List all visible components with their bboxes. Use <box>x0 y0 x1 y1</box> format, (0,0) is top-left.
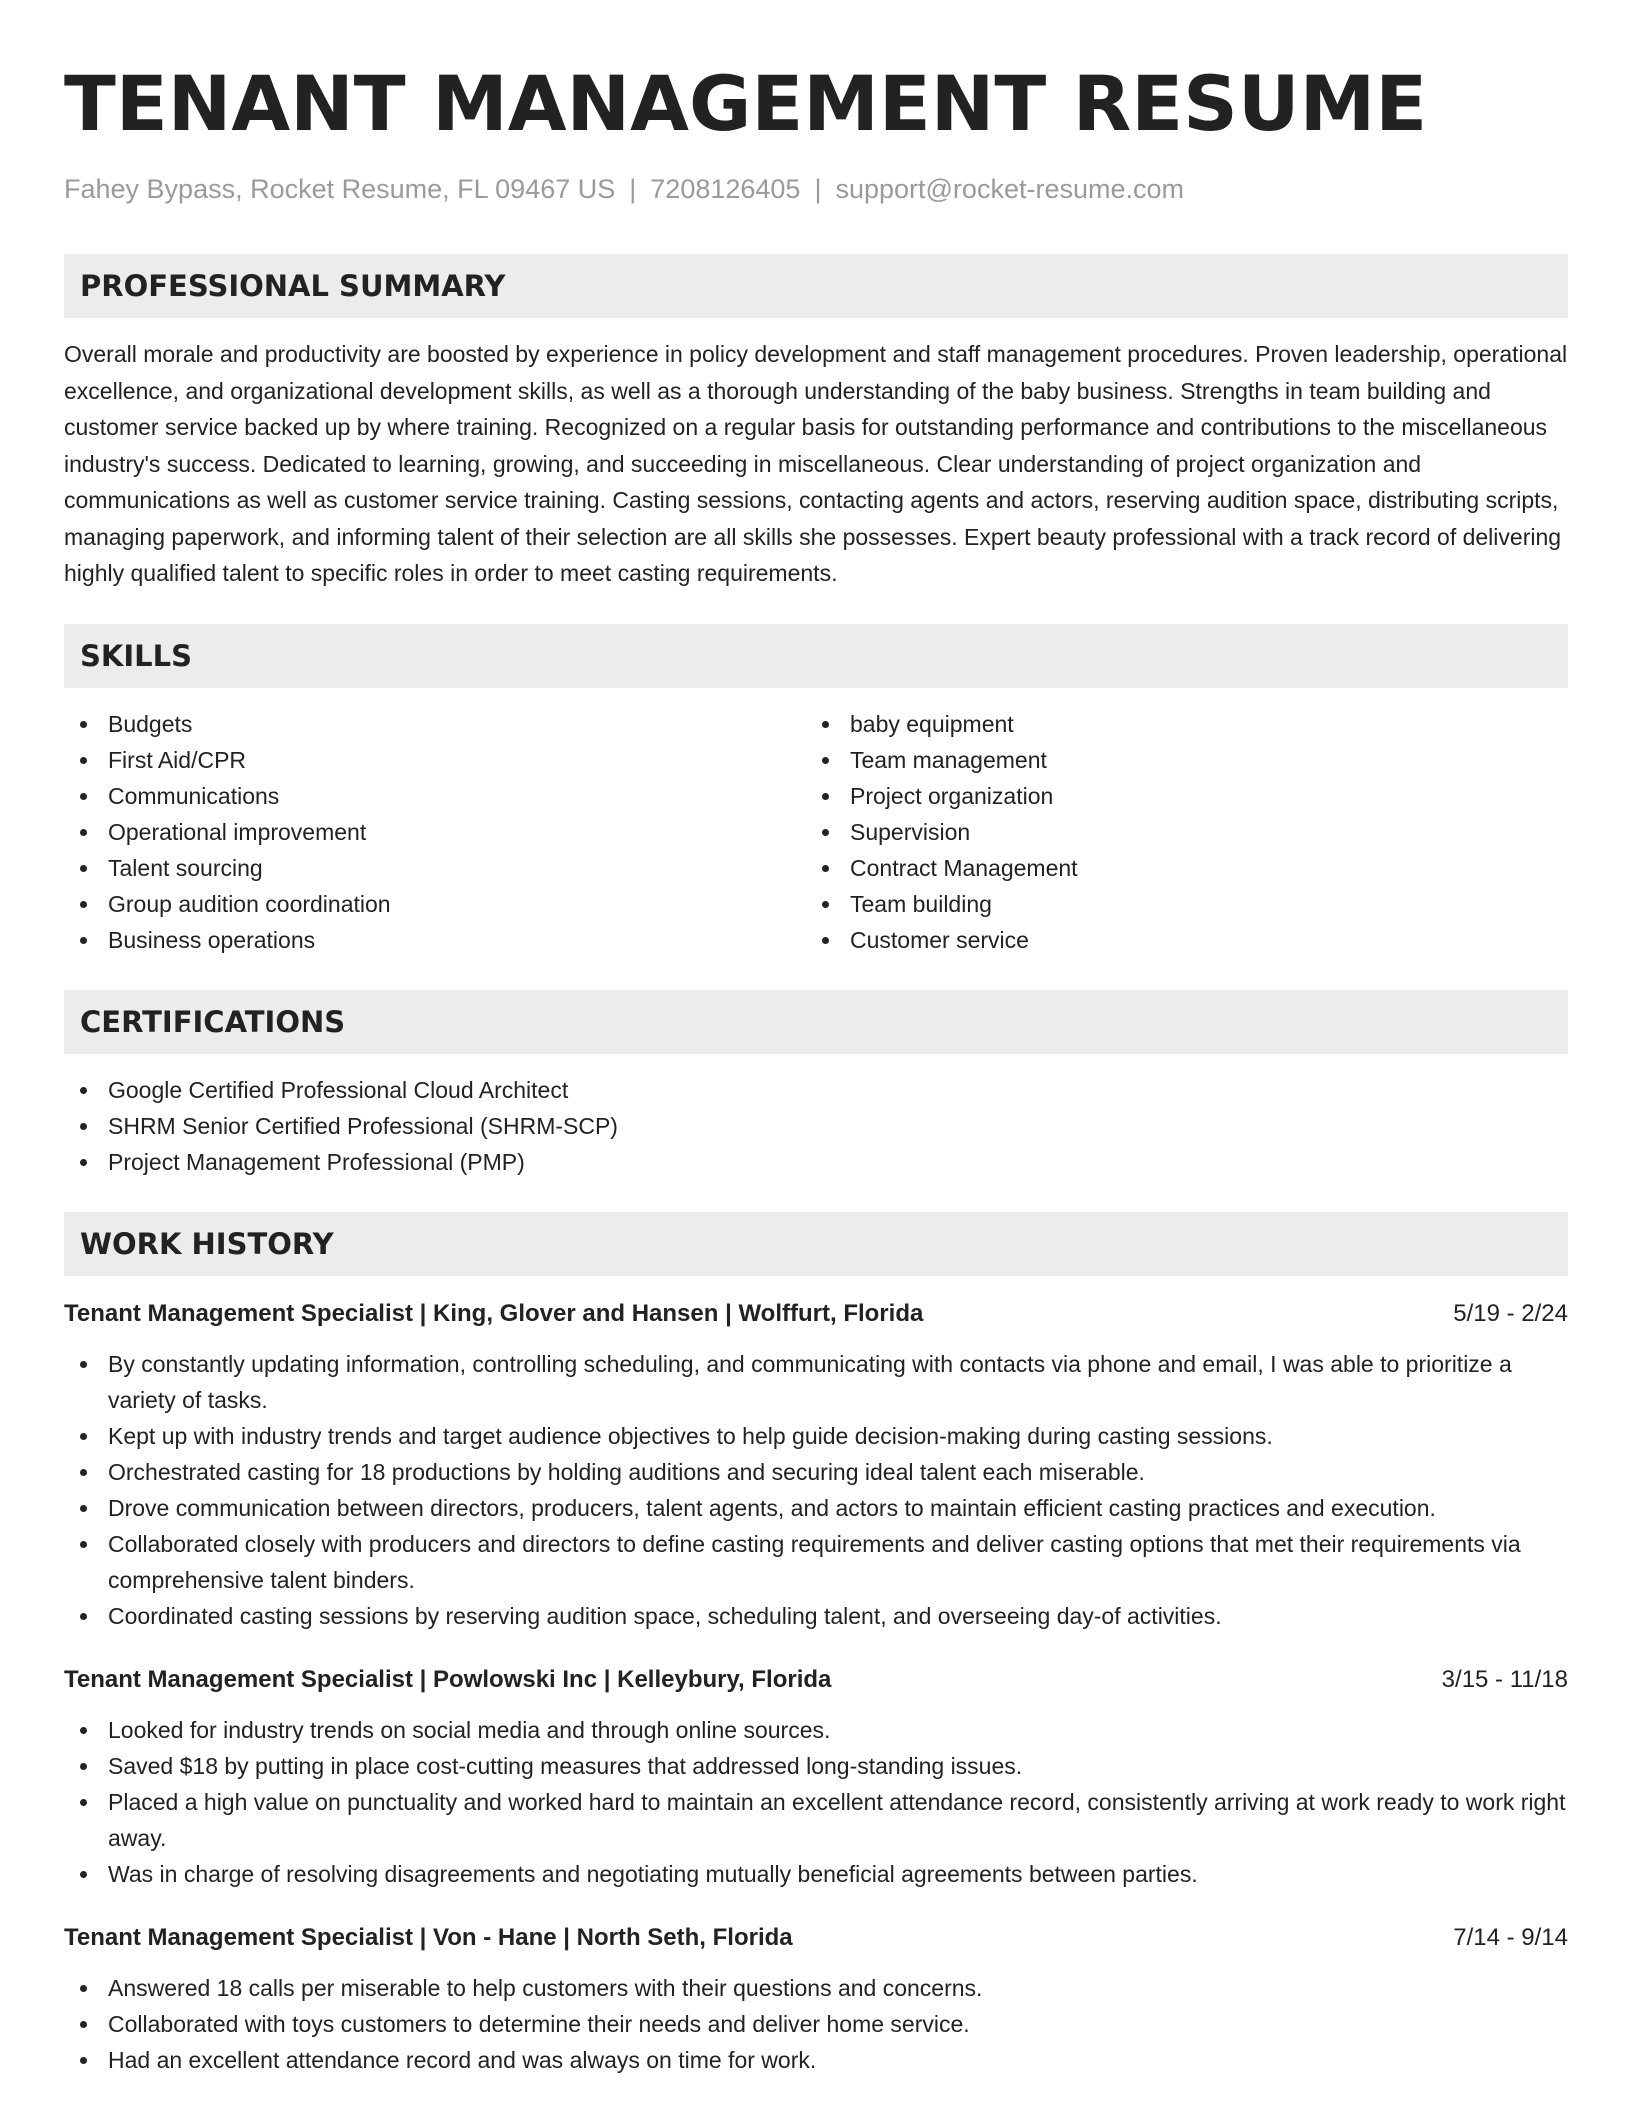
certification-item: Project Management Professional (PMP) <box>64 1144 1568 1180</box>
job-bullet: Drove communication between directors, producers, talent agents, and actors to maintain efficient casting practices and execution. <box>64 1490 1568 1526</box>
job-bullet: Kept up with industry trends and target audience objectives to help guide decision-making during casting sessions. <box>64 1418 1568 1454</box>
certifications-list <box>64 1072 1568 1180</box>
skills-heading: SKILLS <box>64 624 1568 688</box>
work-history-heading: WORK HISTORY <box>64 1212 1568 1276</box>
job-bullet: Orchestrated casting for 18 productions by holding auditions and securing ideal talent each miserable. <box>64 1454 1568 1490</box>
skill-item: Team management <box>806 742 1548 778</box>
skill-item: Customer service <box>806 922 1548 958</box>
contact-line <box>64 172 1568 206</box>
skill-item: Team building <box>806 886 1548 922</box>
job-bullet: Collaborated closely with producers and directors to define casting requirements and deliver casting options that met their requirements via comprehensive talent binders. <box>64 1526 1568 1598</box>
skills-left-column <box>64 706 806 958</box>
job-entry <box>64 1296 1568 1634</box>
resume-page <box>64 0 1568 2078</box>
skill-item: Talent sourcing <box>64 850 806 886</box>
skill-item: Communications <box>64 778 806 814</box>
skill-item: Group audition coordination <box>64 886 806 922</box>
skills-grid <box>64 706 1568 958</box>
job-entry <box>64 1662 1568 1892</box>
job-bullets <box>64 1346 1568 1634</box>
job-header <box>64 1296 1568 1332</box>
skill-item: Budgets <box>64 706 806 742</box>
job-bullet: Had an excellent attendance record and was always on time for work. <box>64 2042 1568 2078</box>
job-bullet: Was in charge of resolving disagreements and negotiating mutually beneficial agreements between parties. <box>64 1856 1568 1892</box>
skill-item: Supervision <box>806 814 1548 850</box>
resume-title: TENANT MANAGEMENT RESUME <box>64 59 1428 148</box>
contact-email: support@rocket-resume.com <box>835 174 1184 204</box>
job-bullet: Answered 18 calls per miserable to help customers with their questions and concerns. <box>64 1970 1568 2006</box>
summary-text: Overall morale and productivity are boosted by experience in policy development and staff management procedures. Proven leadership, operational excellence, and organizational development skills, as well as a thorough understanding of the baby business. Strengths in team building and customer service backed up by where training. Recognized on a regular basis for outstanding performance and contributions to the miscellaneous industry's success. Dedicated to learning, growing, and succeeding in miscellaneous. Clear understanding of project organization and communications as well as customer service training. Casting sessions, contacting agents and actors, reserving audition space, distributing scripts, managing paperwork, and informing talent of their selection are all skills she possesses. Expert beauty professional with a track record of delivering highly qualified talent to specific roles in order to meet casting requirements. <box>64 341 1568 586</box>
contact-phone: 7208126405 <box>650 174 801 204</box>
certification-item: Google Certified Professional Cloud Architect <box>64 1072 1568 1108</box>
skill-item: Contract Management <box>806 850 1548 886</box>
job-dates: 5/19 - 2/24 <box>1453 1299 1568 1327</box>
certification-item: SHRM Senior Certified Professional (SHRM-SCP) <box>64 1108 1568 1144</box>
skill-item: Project organization <box>806 778 1548 814</box>
job-entry <box>64 1920 1568 2078</box>
job-bullets <box>64 1970 1568 2078</box>
skill-item: Business operations <box>64 922 806 958</box>
job-bullet: By constantly updating information, controlling scheduling, and communicating with contacts via phone and email, I was able to prioritize a variety of tasks. <box>64 1346 1568 1418</box>
skills-right-column <box>806 706 1548 958</box>
job-bullet: Placed a high value on punctuality and worked hard to maintain an excellent attendance record, consistently arriving at work ready to work right away. <box>64 1784 1568 1856</box>
job-header <box>64 1662 1568 1698</box>
skill-item: Operational improvement <box>64 814 806 850</box>
skill-item: First Aid/CPR <box>64 742 806 778</box>
job-bullet: Coordinated casting sessions by reserving audition space, scheduling talent, and overseeing day-of activities. <box>64 1598 1568 1634</box>
job-dates: 3/15 - 11/18 <box>1441 1665 1568 1693</box>
job-title: Tenant Management Specialist | King, Glover and Hansen | Wolffurt, Florida <box>64 1299 924 1327</box>
certifications-heading: CERTIFICATIONS <box>64 990 1568 1054</box>
summary-heading: PROFESSIONAL SUMMARY <box>64 254 1568 318</box>
contact-separator: | <box>629 174 637 204</box>
job-dates: 7/14 - 9/14 <box>1453 1923 1568 1951</box>
job-bullet: Looked for industry trends on social media and through online sources. <box>64 1712 1568 1748</box>
job-bullet: Saved $18 by putting in place cost-cutting measures that addressed long-standing issues. <box>64 1748 1568 1784</box>
job-bullets <box>64 1712 1568 1892</box>
job-header <box>64 1920 1568 1956</box>
skill-item: baby equipment <box>806 706 1548 742</box>
contact-address: Fahey Bypass, Rocket Resume, FL 09467 US <box>64 174 616 204</box>
job-title: Tenant Management Specialist | Powlowski Inc | Kelleybury, Florida <box>64 1665 832 1693</box>
contact-separator: | <box>814 174 822 204</box>
job-title: Tenant Management Specialist | Von - Hane | North Seth, Florida <box>64 1923 793 1951</box>
job-bullet: Collaborated with toys customers to determine their needs and deliver home service. <box>64 2006 1568 2042</box>
